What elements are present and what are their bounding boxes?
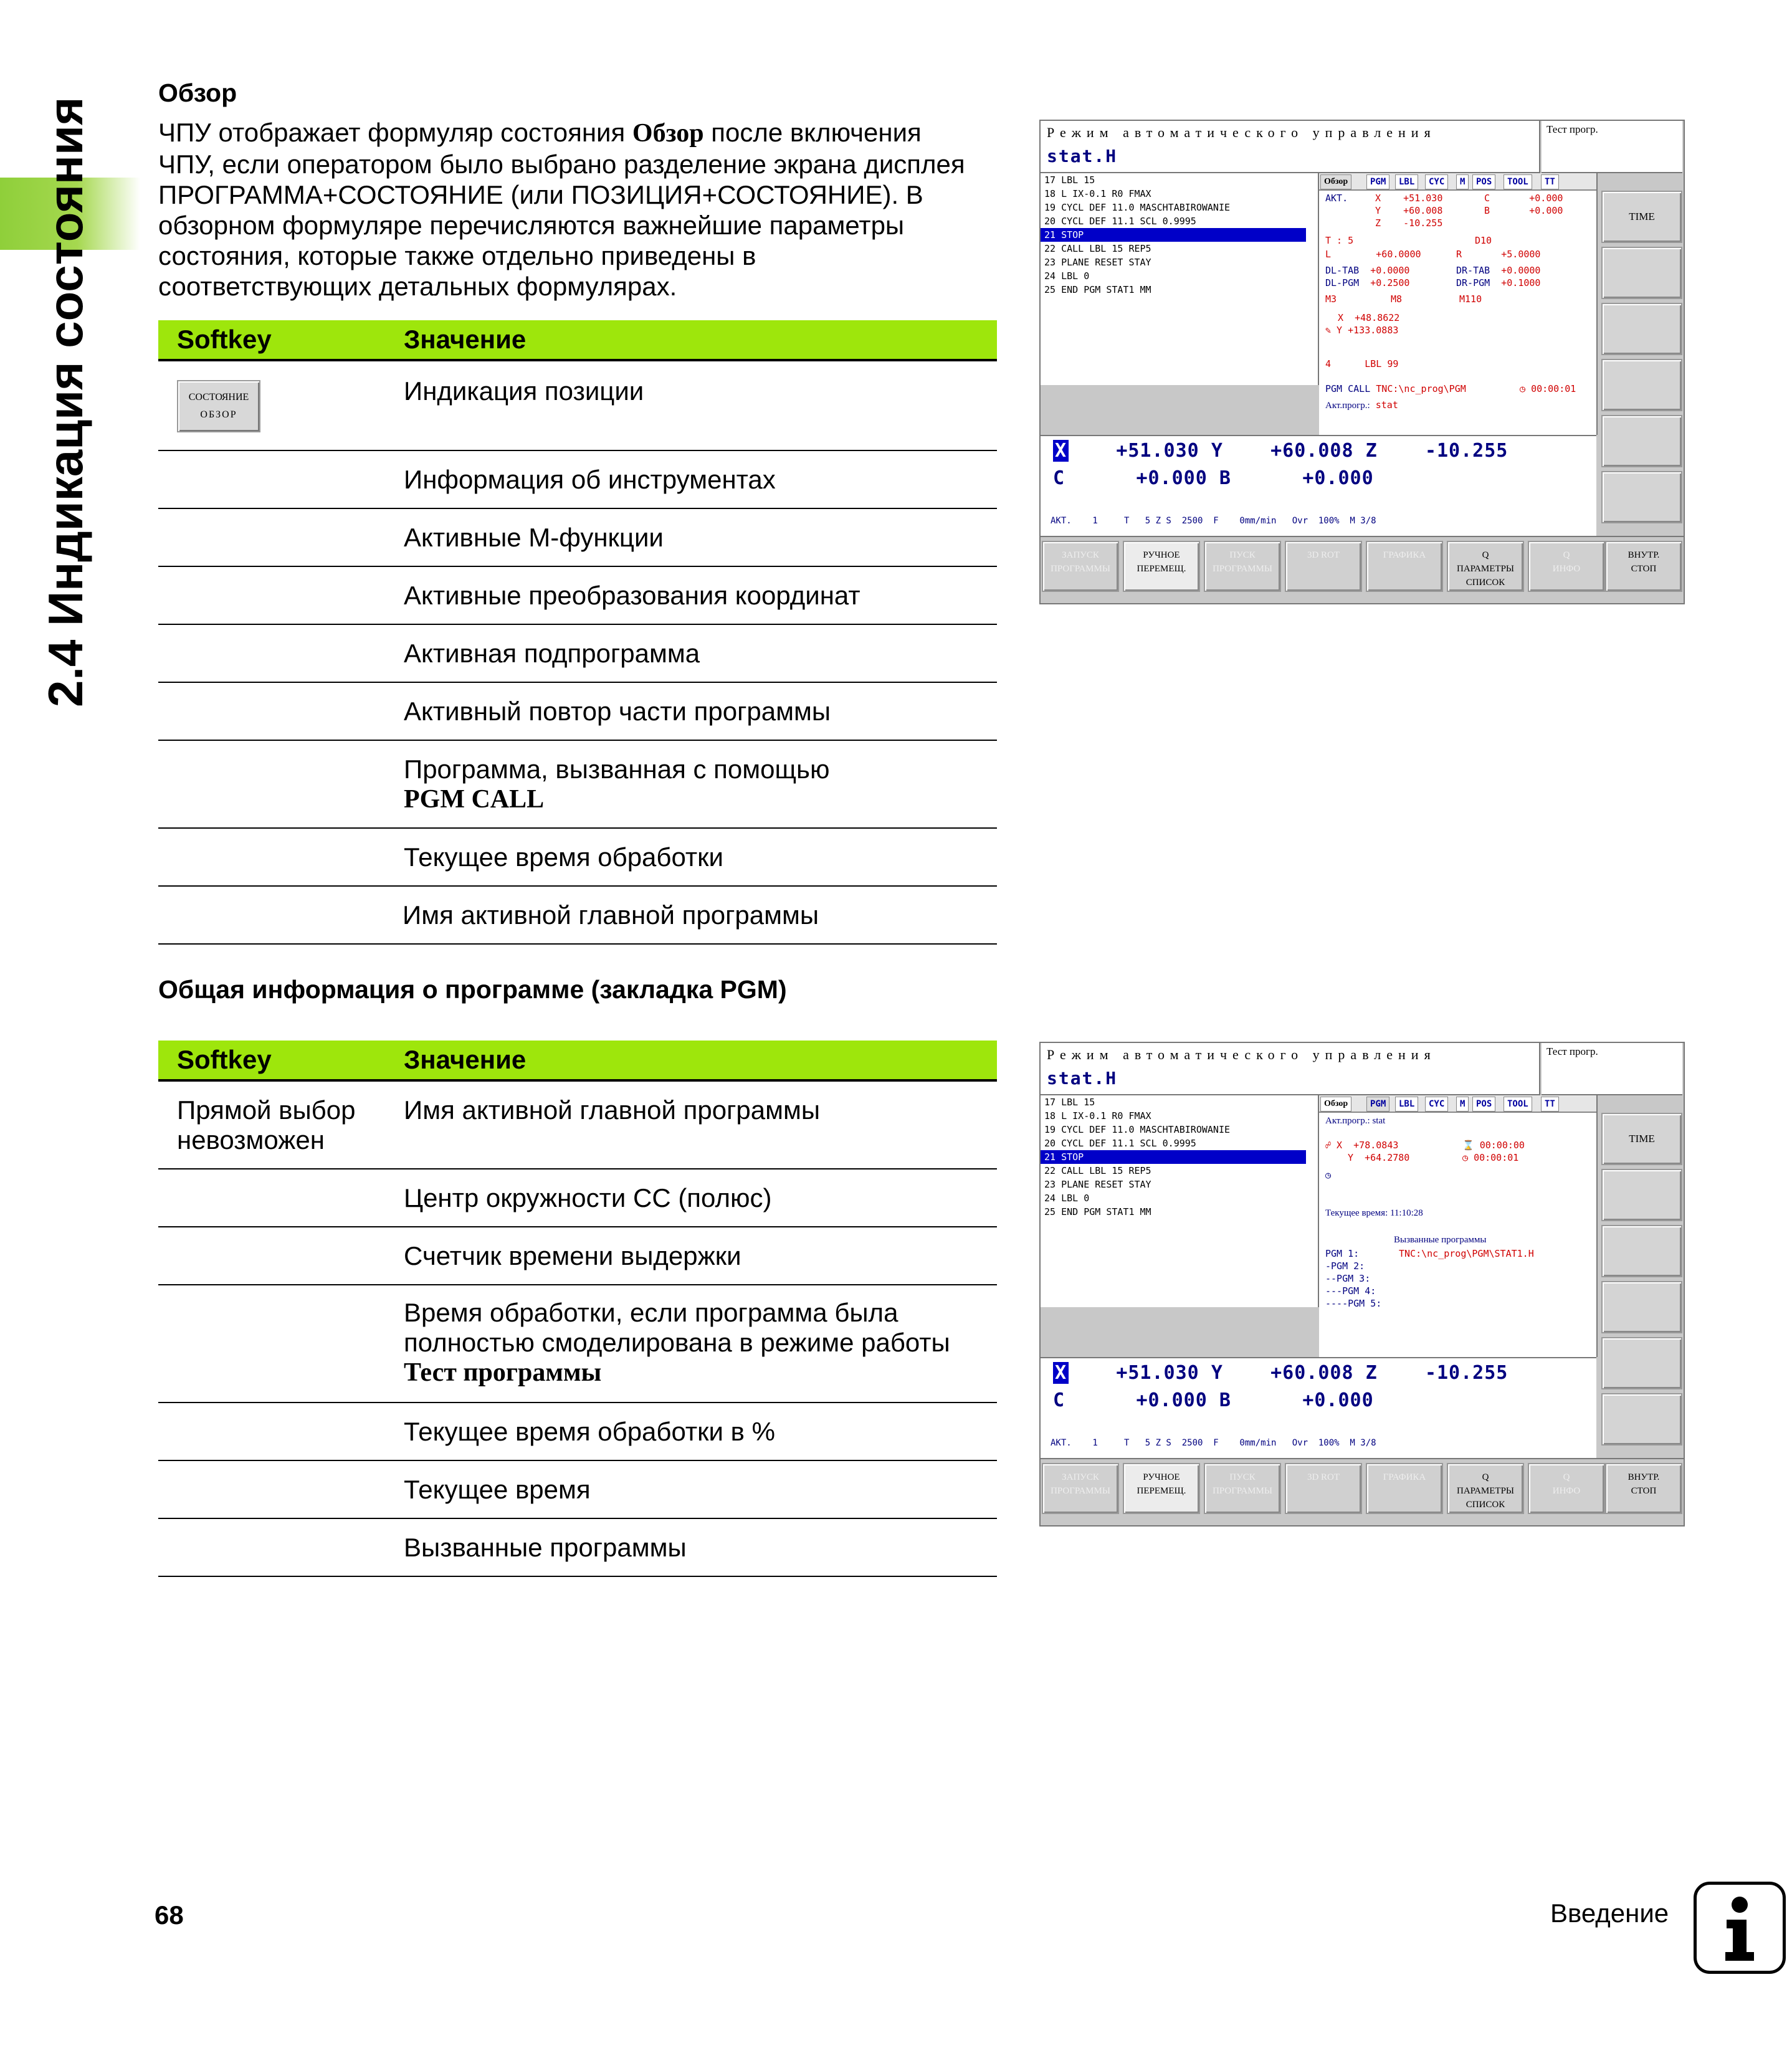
program-line: 20 CYCL DEF 11.1 SCL 0.9995 <box>1044 216 1196 227</box>
row-text: Информация об инструментах <box>404 465 776 494</box>
called-programs-title: Вызванные программы <box>1394 1235 1487 1245</box>
para-line-6: соответствующих детальных формулярах. <box>158 272 677 301</box>
pgm-label: PGM 1: <box>1325 1248 1360 1259</box>
dr-tab: DR-TAB +0.0000 <box>1456 265 1541 276</box>
table-row <box>158 1082 997 1169</box>
tnc-screen-overview <box>1039 120 1685 604</box>
start-softkey-2[interactable]: ПУСК ПРОГРАММЫ <box>1204 541 1281 592</box>
tab-pgm[interactable]: PGM <box>1366 174 1389 189</box>
table-row <box>158 1519 997 1577</box>
para-line-4: обзорном формуляре перечисляются важнейшие параметры <box>158 211 905 240</box>
tab-tt[interactable]: TT <box>1541 1097 1559 1112</box>
para-line-2: ЧПУ, если оператором было выбрано разделение экрана дисплея <box>158 150 965 179</box>
cc-y: Y +64.2780 <box>1348 1152 1410 1163</box>
table-row <box>158 361 997 451</box>
screen-test-mode: Тест прогр. <box>1542 1043 1682 1095</box>
header-meaning: Значение <box>404 1045 527 1074</box>
screen-header <box>1041 121 1540 173</box>
start-softkey[interactable]: ЗАПУСК ПРОГРАММЫ <box>1042 1463 1119 1514</box>
m-func-m8: M8 <box>1391 293 1403 305</box>
row-text: Активный повтор части программы <box>404 697 831 726</box>
table-row <box>158 887 997 945</box>
dl-pgm: DL-PGM +0.2500 <box>1325 277 1410 288</box>
row-text: Активная подпрограмма <box>404 639 700 668</box>
machining-time: ◷ 00:00:01 <box>1520 383 1576 394</box>
cc-x: X +48.8622 <box>1338 312 1400 323</box>
table-row <box>158 1285 997 1403</box>
timer-icon-row: ◷ <box>1325 1169 1332 1181</box>
overview-paragraph <box>158 117 1018 302</box>
q-info-softkey[interactable]: Q ИНФО <box>1528 1463 1605 1514</box>
empty-softkey[interactable] <box>1601 1337 1682 1389</box>
table-row <box>158 567 997 625</box>
table-row <box>158 1227 997 1285</box>
row-text: Активные преобразования координат <box>404 581 860 610</box>
row-text: Текущее время обработки <box>404 842 723 872</box>
status-tabs <box>1319 173 1596 191</box>
status-tabs <box>1319 1095 1596 1113</box>
table-row <box>158 625 997 683</box>
table-row <box>158 829 997 887</box>
vertical-softkeys <box>1599 1095 1684 1457</box>
row-text: Имя активной главной программы <box>403 900 819 930</box>
tab-overview[interactable]: Обзор <box>1320 174 1351 189</box>
akt-c: C +0.000 <box>1484 193 1563 204</box>
akt-y: Y +60.008 <box>1375 205 1443 216</box>
manual-softkey[interactable]: РУЧНОЕ ПЕРЕМЕЩ. <box>1123 1463 1200 1514</box>
position-display: X +51.030 Y +60.008 Z -10.255 C +0.000 B +0.000 АКТ. 1 T 5 Z S 2500 F 0mm/min Ovr 100% M 3/8 <box>1041 1357 1596 1458</box>
row-text: Активные М-функции <box>404 523 664 552</box>
tab-cyc[interactable]: CYC <box>1425 1097 1448 1112</box>
table-row <box>158 451 997 509</box>
table-row <box>158 741 997 829</box>
program-line: 20 CYCL DEF 11.1 SCL 0.9995 <box>1044 1138 1196 1149</box>
program-line: 19 CYCL DEF 11.0 MASCHTABIROWANIE <box>1044 1124 1231 1135</box>
table-row <box>158 1403 997 1461</box>
tab-lbl[interactable]: LBL <box>1395 174 1418 189</box>
start-softkey-2[interactable]: ПУСК ПРОГРАММЫ <box>1204 1463 1281 1514</box>
empty-softkey[interactable] <box>1601 247 1682 299</box>
program-line: 24 LBL 0 <box>1044 1193 1090 1204</box>
tool-l: L +60.0000 <box>1325 249 1421 260</box>
tab-pos[interactable]: POS <box>1472 1097 1495 1112</box>
program-line-active: 21 STOP <box>1041 228 1306 242</box>
program-line: 23 PLANE RESET STAY <box>1044 1179 1151 1190</box>
program-line-active: 21 STOP <box>1041 1150 1306 1164</box>
para-line-3: ПРОГРАММА+СОСТОЯНИЕ (или ПОЗИЦИЯ+СОСТОЯНИЕ). В <box>158 180 923 209</box>
tab-lbl[interactable]: LBL <box>1395 1097 1418 1112</box>
empty-softkey[interactable] <box>1601 415 1682 467</box>
cc-y: ✎ Y +133.0883 <box>1325 325 1399 336</box>
dl-tab: DL-TAB +0.0000 <box>1325 265 1410 276</box>
row-text: Имя активной главной программы <box>404 1095 821 1125</box>
program-line: 24 LBL 0 <box>1044 270 1090 282</box>
program-line: 18 L IX-0.1 R0 FMAX <box>1044 188 1151 199</box>
status-line: АКТ. 1 T 5 Z S 2500 F 0mm/min Ovr 100% M 3/8 <box>1051 1438 1376 1448</box>
q-params-softkey[interactable]: Q ПАРАМЕТРЫ СПИСОК <box>1447 541 1524 592</box>
header-meaning: Значение <box>404 325 527 354</box>
screen-file-name: stat.H <box>1047 1068 1118 1088</box>
tnc-screen-pgm <box>1039 1042 1685 1526</box>
overview-heading: Обзор <box>158 79 237 107</box>
lbl-line: 4 LBL 99 <box>1325 358 1399 369</box>
manual-softkey[interactable]: РУЧНОЕ ПЕРЕМЕЩ. <box>1123 541 1200 592</box>
status-panel <box>1319 173 1598 435</box>
active-pgm: Акт.прогр.: stat <box>1325 1116 1386 1126</box>
para-line-5: состояния, которые также отдельно приведены в <box>158 241 756 270</box>
start-softkey[interactable]: ЗАПУСК ПРОГРАММЫ <box>1042 541 1119 592</box>
program-line: 19 CYCL DEF 11.0 MASCHTABIROWANIE <box>1044 202 1231 213</box>
row-text: Вызванные программы <box>404 1533 687 1562</box>
status-overview-softkey[interactable]: СОСТОЯНИЕ ОБЗОР <box>177 380 260 432</box>
current-time: Текущее время: 11:10:28 <box>1325 1208 1423 1218</box>
program-line: 17 LBL 15 <box>1044 174 1095 186</box>
3d-rot-softkey[interactable]: 3D ROT <box>1285 1463 1362 1514</box>
pgm-1-path: TNC:\nc_prog\PGM\STAT1.H <box>1399 1248 1534 1259</box>
m-func-m3: M3 <box>1325 293 1337 305</box>
tab-tool[interactable]: TOOL <box>1504 1097 1532 1112</box>
akt-z: Z -10.255 <box>1375 217 1443 229</box>
pgm-label: ---PGM 4: <box>1325 1285 1376 1297</box>
empty-softkey[interactable] <box>1601 359 1682 411</box>
tab-tool[interactable]: TOOL <box>1504 174 1532 189</box>
q-info-softkey[interactable]: Q ИНФО <box>1528 541 1605 592</box>
table-row <box>158 683 997 741</box>
screen-mode-title: Режим автоматического управления <box>1047 125 1436 140</box>
empty-softkey[interactable] <box>1601 1281 1682 1333</box>
info-icon <box>1694 1882 1786 1974</box>
screen-test-mode: Тест прогр. <box>1542 121 1682 173</box>
internal-stop-softkey[interactable]: ВНУТР. СТОП <box>1605 541 1682 592</box>
horizontal-softkeys <box>1041 536 1684 604</box>
3d-rot-softkey[interactable]: 3D ROT <box>1285 541 1362 592</box>
row-softkey-text: Прямой выбор невозможен <box>177 1095 356 1155</box>
row-text: Программа, вызванная с помощью PGM CALL <box>404 755 830 814</box>
tab-pgm[interactable]: PGM <box>1366 1097 1389 1112</box>
row-text: Индикация позиции <box>404 376 644 406</box>
tab-pos[interactable]: POS <box>1472 174 1495 189</box>
program-listing <box>1041 173 1319 385</box>
program-line: 23 PLANE RESET STAY <box>1044 257 1151 268</box>
vertical-softkeys <box>1599 173 1684 535</box>
header-softkey: Softkey <box>177 1045 272 1074</box>
akt-b: B +0.000 <box>1484 205 1563 216</box>
table-row <box>158 1169 997 1227</box>
tab-m[interactable]: M <box>1456 174 1469 189</box>
sim-time: ◷ 00:00:01 <box>1462 1152 1519 1163</box>
side-section-title: 2.4 Индикация состояния <box>38 97 93 707</box>
row-text: Центр окружности CC (полюс) <box>404 1183 772 1212</box>
tab-cyc[interactable]: CYC <box>1425 174 1448 189</box>
time-softkey[interactable]: TIME <box>1601 1113 1682 1165</box>
status-line: АКТ. 1 T 5 Z S 2500 F 0mm/min Ovr 100% M 3/8 <box>1051 516 1376 526</box>
program-line: 18 L IX-0.1 R0 FMAX <box>1044 1110 1151 1122</box>
table-row <box>158 1461 997 1519</box>
program-line: 22 CALL LBL 15 REP5 <box>1044 1165 1151 1176</box>
m-func-m110: M110 <box>1459 293 1482 305</box>
empty-softkey[interactable] <box>1601 1393 1682 1446</box>
table-header <box>158 320 997 361</box>
graphics-softkey[interactable]: ГРАФИКА <box>1366 1463 1443 1514</box>
tool-d: D10 <box>1475 235 1492 246</box>
pgm-label: --PGM 3: <box>1325 1273 1371 1284</box>
para-line-1: ЧПУ отображает формуляр состояния Обзор после включения <box>158 118 922 148</box>
pgm-label: -PGM 2: <box>1325 1260 1365 1272</box>
program-line: 25 END PGM STAT1 MM <box>1044 284 1151 295</box>
row-text: Текущее время <box>404 1475 591 1504</box>
status-panel <box>1319 1095 1598 1357</box>
position-display: X +51.030 Y +60.008 Z -10.255 C +0.000 B +0.000 АКТ. 1 T 5 Z S 2500 F 0mm/min Ovr 100% M 3/8 <box>1041 435 1596 536</box>
graphics-softkey[interactable]: ГРАФИКА <box>1366 541 1443 592</box>
program-listing <box>1041 1095 1319 1307</box>
chapter-name: Введение <box>1550 1898 1669 1928</box>
pgm-call-line: PGM CALL TNC:\nc_prog\PGM <box>1325 383 1466 394</box>
dwell-time: ⌛ 00:00:00 <box>1462 1140 1525 1151</box>
horizontal-softkeys <box>1041 1458 1684 1526</box>
tool-r: R +5.0000 <box>1456 249 1541 260</box>
q-params-softkey[interactable]: Q ПАРАМЕТРЫ СПИСОК <box>1447 1463 1524 1514</box>
screen-mode-title: Режим автоматического управления <box>1047 1047 1436 1062</box>
page-number: 68 <box>155 1900 184 1930</box>
akt-label: АКТ. <box>1325 193 1348 204</box>
program-line: 25 END PGM STAT1 MM <box>1044 1206 1151 1217</box>
tab-tt[interactable]: TT <box>1541 174 1559 189</box>
active-pgm: Акт.прогр.: stat <box>1325 399 1398 411</box>
tab-overview[interactable]: Обзор <box>1320 1097 1351 1112</box>
header-softkey: Softkey <box>177 325 272 354</box>
row-text: Счетчик времени выдержки <box>404 1241 741 1270</box>
cc-x: ☍ X +78.0843 <box>1325 1140 1399 1151</box>
pgm-label: ----PGM 5: <box>1325 1298 1382 1309</box>
row-text: Текущее время обработки в % <box>404 1417 775 1446</box>
screen-header <box>1041 1043 1540 1095</box>
empty-softkey[interactable] <box>1601 1225 1682 1277</box>
empty-softkey[interactable] <box>1601 1169 1682 1221</box>
time-softkey[interactable]: TIME <box>1601 191 1682 243</box>
program-line: 17 LBL 15 <box>1044 1097 1095 1108</box>
empty-softkey[interactable] <box>1601 471 1682 523</box>
tab-m[interactable]: M <box>1456 1097 1469 1112</box>
table-row <box>158 509 997 567</box>
softkey-table-pgm <box>158 1041 997 1577</box>
empty-softkey[interactable] <box>1601 303 1682 355</box>
program-line: 22 CALL LBL 15 REP5 <box>1044 243 1151 254</box>
screen-file-name: stat.H <box>1047 146 1118 166</box>
pgm-section-heading: Общая информация о программе (закладка PGM) <box>158 975 787 1004</box>
dr-pgm: DR-PGM +0.1000 <box>1456 277 1541 288</box>
softkey-table-overview <box>158 320 997 945</box>
row-text: Время обработки, если программа была полностью смоделирована в режиме работы Тест программы <box>404 1298 950 1387</box>
table-header <box>158 1041 997 1082</box>
akt-x: X +51.030 <box>1375 193 1443 204</box>
tool-number: T : 5 <box>1325 235 1354 246</box>
internal-stop-softkey[interactable]: ВНУТР. СТОП <box>1605 1463 1682 1514</box>
